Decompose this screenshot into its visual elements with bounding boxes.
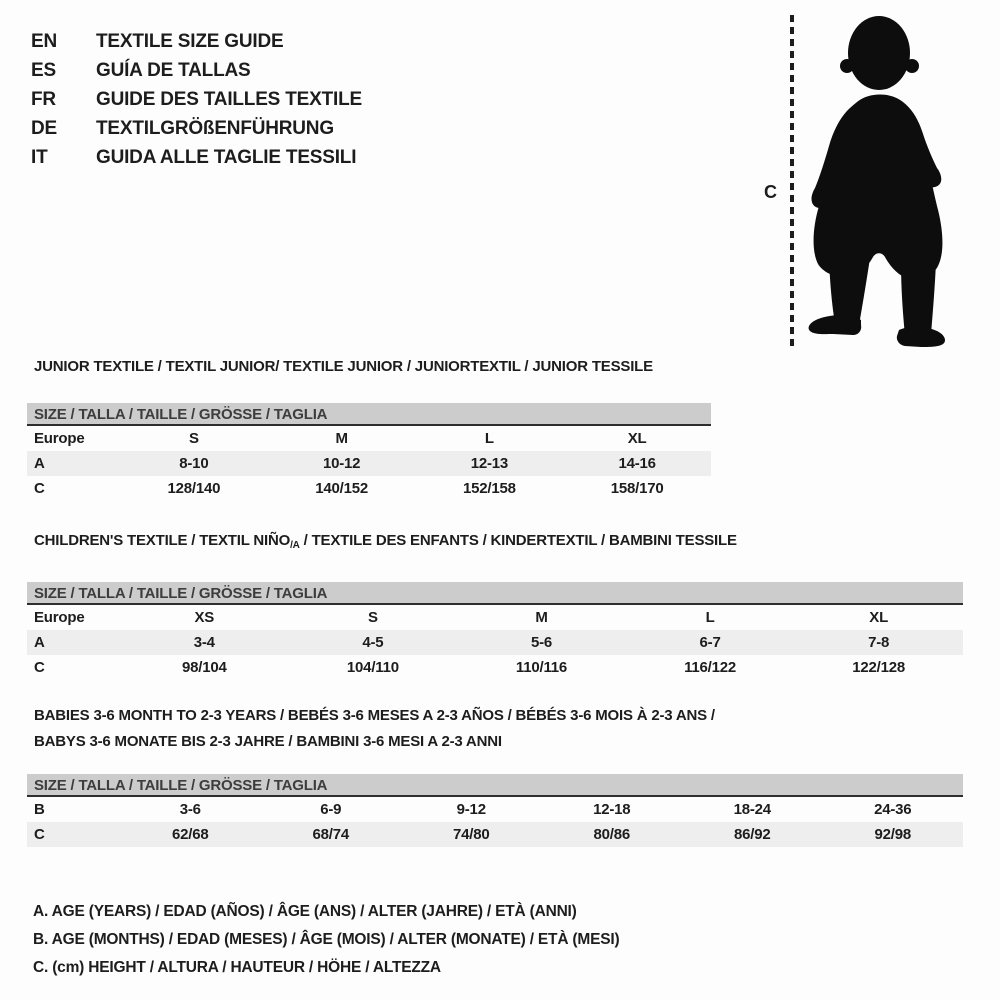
table-row: [27, 426, 711, 451]
height-measure-label: C: [764, 182, 777, 202]
table-cell: 62/68: [171, 826, 209, 843]
language-label: TEXTILGRÖßENFÜHRUNG: [96, 117, 334, 139]
column-header: S: [367, 609, 378, 626]
table-cell: 10-12: [322, 455, 361, 472]
language-row: [31, 27, 362, 56]
table-cell: 104/110: [346, 659, 399, 676]
language-label: GUIDE DES TAILLES TEXTILE: [96, 88, 362, 110]
language-code: EN: [31, 30, 57, 52]
table-cell: 3-6: [179, 801, 201, 818]
row-label: Europe: [34, 430, 85, 447]
table-cell: 9-12: [456, 801, 486, 818]
table-cell: 74/80: [452, 826, 490, 843]
language-row: [31, 114, 362, 143]
table-cell: 122/128: [852, 659, 906, 676]
column-header: M: [535, 609, 548, 626]
table-cell: 12-18: [593, 801, 631, 818]
column-header: L: [484, 430, 494, 447]
table-cell: 7-8: [868, 634, 890, 651]
row-label: A: [34, 634, 45, 651]
section-title: BABIES 3-6 MONTH TO 2-3 YEARS / BEBÉS 3-6 MESES A 2-3 AÑOS / BÉBÉS 3-6 MOIS À 2-3 ANS /: [34, 707, 715, 724]
section-title-text: CHILDREN'S TEXTILE / TEXTIL NIÑO: [34, 532, 291, 549]
table-cell: 128/140: [167, 480, 221, 497]
table-cell: 24-36: [874, 801, 912, 818]
table-cell: 6-7: [699, 634, 721, 651]
section-title-text: / TEXTILE DES ENFANTS / KINDERTEXTIL / BAMBINI TESSILE: [299, 532, 737, 549]
language-code: ES: [31, 59, 56, 81]
section-title: JUNIOR TEXTILE / TEXTIL JUNIOR/ TEXTILE JUNIOR / JUNIORTEXTIL / JUNIOR TESSILE: [34, 358, 653, 375]
junior-table-section: [27, 357, 711, 501]
column-header: M: [335, 430, 348, 447]
table-cell: 110/116: [515, 659, 568, 676]
table-cell: 8-10: [179, 455, 209, 472]
row-label: Europe: [34, 609, 85, 626]
language-code: DE: [31, 117, 57, 139]
table-row: [27, 822, 963, 847]
language-code: FR: [31, 88, 56, 110]
table-row: [27, 655, 963, 680]
column-header: S: [188, 430, 199, 447]
column-header: XS: [194, 609, 215, 626]
table-cell: 18-24: [733, 801, 771, 818]
section-title: BABYS 3-6 MONATE BIS 2-3 JAHRE / BAMBINI 3-6 MESI A 2-3 ANNI: [34, 733, 502, 750]
language-label: GUIDA ALLE TAGLIE TESSILI: [96, 146, 357, 168]
section-title: [34, 531, 963, 556]
babies-table-section: [27, 703, 963, 847]
size-table: [27, 797, 963, 847]
row-label: C: [34, 659, 45, 676]
size-table: [27, 426, 711, 501]
size-header-bar: SIZE / TALLA / TAILLE / GRÖSSE / TAGLIA: [27, 582, 963, 605]
footnote-legend: [33, 898, 619, 982]
footnote-a: A. AGE (YEARS) / EDAD (AÑOS) / ÂGE (ANS) / ALTER (JAHRE) / ETÀ (ANNI): [33, 903, 577, 920]
table-cell: 4-5: [362, 634, 384, 651]
height-measure-dotted-line: [790, 15, 794, 346]
size-header-bar: SIZE / TALLA / TAILLE / GRÖSSE / TAGLIA: [27, 774, 963, 797]
table-row: [27, 605, 963, 630]
footnote-c: C. (cm) HEIGHT / ALTURA / HAUTEUR / HÖHE / ALTEZZA: [33, 959, 441, 976]
language-row: [31, 56, 362, 85]
table-cell: 98/104: [181, 659, 227, 676]
children-table-section: [27, 531, 963, 680]
language-code: IT: [31, 146, 48, 168]
table-cell: 3-4: [193, 634, 215, 651]
language-row: [31, 85, 362, 114]
table-cell: 6-9: [320, 801, 342, 818]
table-row: [27, 630, 963, 655]
table-cell: 140/152: [315, 480, 369, 497]
column-header: XL: [869, 609, 889, 626]
table-cell: 158/170: [610, 480, 664, 497]
footnote-b: B. AGE (MONTHS) / EDAD (MESES) / ÂGE (MOIS) / ALTER (MONATE) / ETÀ (MESI): [33, 931, 620, 948]
table-row: [27, 797, 963, 822]
size-table: [27, 605, 963, 680]
row-label: B: [34, 801, 45, 818]
row-label: C: [34, 826, 45, 843]
column-header: XL: [627, 430, 647, 447]
language-list: [31, 27, 362, 172]
baby-silhouette-icon: [801, 10, 951, 350]
language-label: GUÍA DE TALLAS: [96, 59, 251, 81]
column-header: L: [705, 609, 715, 626]
table-row: [27, 451, 711, 476]
table-cell: 92/98: [874, 826, 912, 843]
table-cell: 116/122: [684, 659, 737, 676]
table-cell: 14-16: [618, 455, 656, 472]
table-cell: 80/86: [593, 826, 631, 843]
table-cell: 152/158: [462, 480, 516, 497]
row-label: A: [34, 455, 45, 472]
row-label: C: [34, 480, 45, 497]
size-header-bar: SIZE / TALLA / TAILLE / GRÖSSE / TAGLIA: [27, 403, 711, 426]
table-cell: 86/92: [733, 826, 771, 843]
language-label: TEXTILE SIZE GUIDE: [96, 30, 284, 52]
table-cell: 12-13: [470, 455, 509, 472]
language-row: [31, 143, 362, 172]
table-cell: 5-6: [530, 634, 553, 651]
section-title-subscript: /A: [290, 540, 300, 551]
table-cell: 68/74: [312, 826, 350, 843]
table-row: [27, 476, 711, 501]
